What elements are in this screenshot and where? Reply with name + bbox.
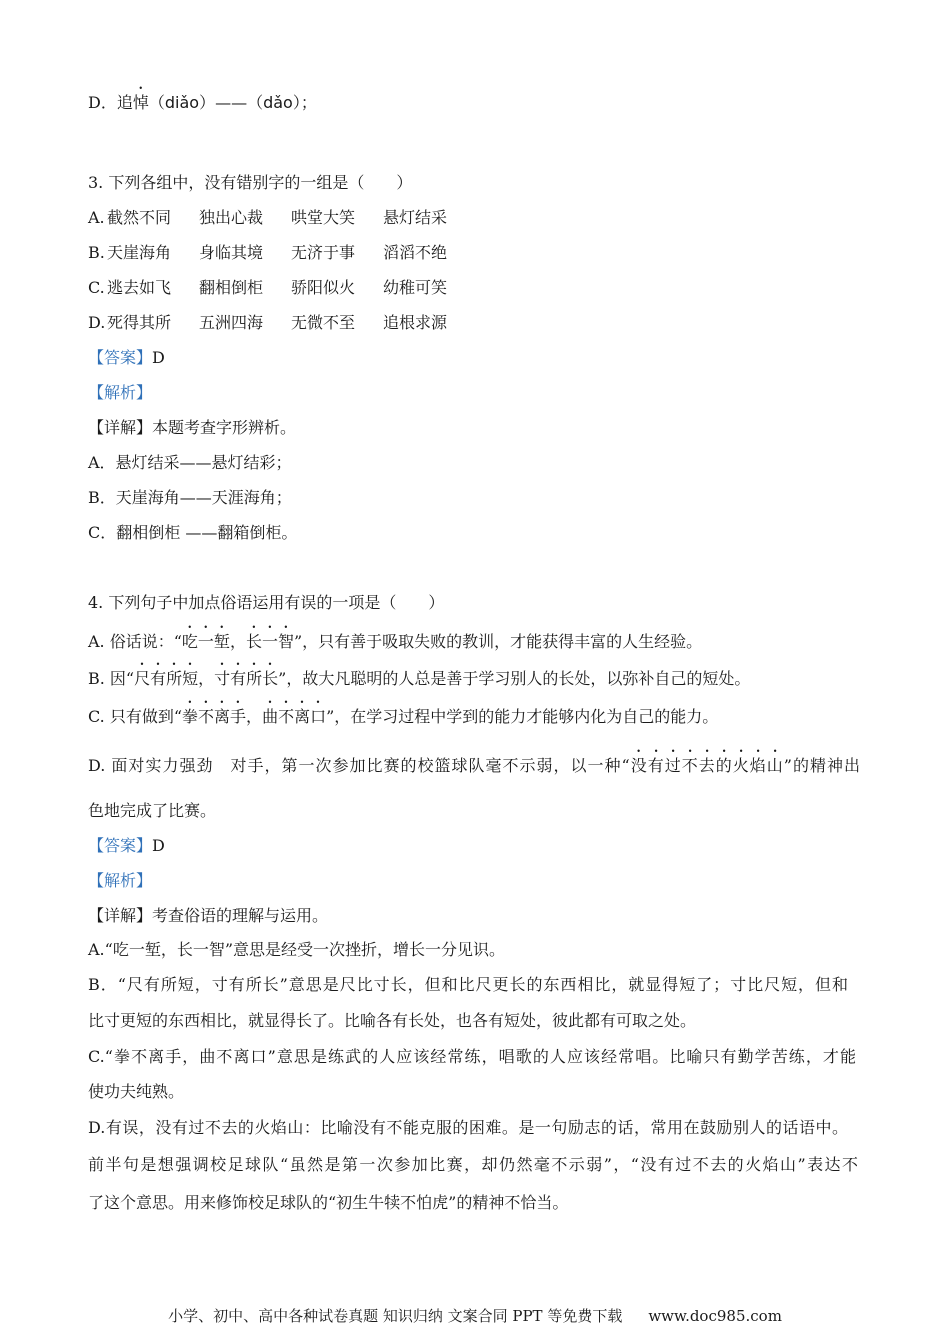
option-item: 骄阳似火 (291, 278, 356, 297)
option-item: 滔滔不绝 (383, 243, 448, 262)
q3-option-d (88, 312, 475, 334)
q4-answer (88, 835, 165, 857)
option-text: A. 俗话说：“ (88, 632, 182, 651)
emphasis-dotted-text: 吃一堑 (181, 632, 230, 651)
q4-explanation-line: 比寸更短的东西相比，就显得长了。比喻各有长处，也各有短处，彼此都有可取之处。 (88, 1011, 697, 1030)
option-item: 翻相倒柜 (199, 278, 264, 297)
option-label: A. (88, 208, 105, 227)
option-text: D．追 (88, 93, 133, 112)
q4-option-b (88, 660, 750, 690)
pinyin-wrong: diǎo (164, 93, 200, 112)
emphasis-dotted-text: 没有过不去的火焰山 (629, 756, 784, 775)
answer-value: D (152, 836, 165, 855)
q4-explanation-line: 前半句是想强调校足球队“虽然是第一次参加比赛，却仍然毫不示弱”，“没有过不去的火焰山”表达不 (88, 1155, 858, 1174)
option-text: （ (148, 93, 165, 112)
option-item: 天崖海角 (107, 243, 172, 262)
q3-stem: 3. 下列各组中，没有错别字的一组是（ ） (88, 173, 413, 192)
q4-explanation-line: B．“尺有所短，寸有所长”意思是尺比寸长，但和比尺更长的东西相比，就显得短了；寸比尺短，但和 (88, 975, 848, 994)
q3-explanation-line: A．悬灯结采——悬灯结彩； (88, 453, 292, 472)
option-text: ， (198, 669, 215, 688)
option-text: ”，在学习过程中学到的能力才能够内化为自己的能力。 (326, 707, 719, 726)
detail-tag: 【详解】 (88, 418, 153, 437)
q3-option-c (88, 277, 475, 299)
q3-option-b (88, 242, 475, 264)
option-item: 追根求源 (383, 313, 448, 332)
q4-explanation-line: 使功夫纯熟。 (88, 1082, 185, 1101)
option-label: C. (88, 278, 105, 297)
pinyin-correct: dǎo (263, 93, 293, 112)
q4-detail (88, 905, 328, 927)
option-item: 五洲四海 (199, 313, 264, 332)
emphasis-dotted-text: 拳不离手 (182, 707, 247, 726)
emphasis-dotted-text: 长一智 (245, 632, 294, 651)
option-text: ）； (292, 93, 317, 112)
q3-analysis-tag: 【解析】 (88, 383, 153, 402)
option-text: ”，故大凡聪明的人总是善于学习别人的长处，以弥补自己的短处。 (278, 669, 751, 688)
q3-answer (88, 347, 165, 369)
q4-explanation-line: C.“拳不离手，曲不离口”意思是练武的人应该经常练，唱歌的人应该经常唱。比喻只有勤学苦练，才能 (88, 1047, 856, 1066)
option-text: D. 面对实力强劲 对手，第一次参加比赛的校篮球队毫不示弱，以一种“ (88, 756, 630, 775)
q4-analysis-tag: 【解析】 (88, 871, 153, 890)
q4-option-a (88, 623, 702, 653)
detail-text: 本题考查字形辨析。 (152, 418, 297, 437)
option-item: 无微不至 (291, 313, 356, 332)
option-text: C. 只有做到“ (88, 707, 183, 726)
q4-option-d-continuation: 色地完成了比赛。 (88, 801, 217, 820)
q4-explanation-line: A.“吃一堑，长一智”意思是经受一次挫折，增长一分见识。 (88, 940, 506, 959)
q4-option-d (88, 747, 860, 777)
q4-explanation-line: 了这个意思。用来修饰校足球队的“初生牛犊不怕虎”的精神不恰当。 (88, 1193, 569, 1212)
prev-question-option-d (88, 84, 317, 114)
option-item: 无济于事 (291, 243, 356, 262)
detail-tag: 【详解】 (88, 906, 153, 925)
footer-text: 小学、初中、高中各种试卷真题 知识归纳 文案合同 PPT 等免费下载 (168, 1307, 623, 1325)
footer-url: www.doc985.com (648, 1307, 782, 1325)
option-item: 死得其所 (107, 313, 172, 332)
option-item: 独出心裁 (199, 208, 264, 227)
q3-option-a (88, 207, 475, 229)
option-item: 哄堂大笑 (291, 208, 356, 227)
detail-text: 考查俗语的理解与运用。 (152, 906, 329, 925)
q4-option-c (88, 698, 718, 728)
option-text: ”，只有善于吸取失败的教训，才能获得丰富的人生经验。 (293, 632, 703, 651)
option-text: ”的精神出 (783, 756, 860, 775)
option-text: ）——（ (199, 93, 264, 112)
option-label: B. (88, 243, 105, 262)
option-item: 幼稚可笑 (383, 278, 448, 297)
q3-explanation-line: B．天崖海角——天涯海角； (88, 488, 292, 507)
emphasis-dotted-text: 尺有所短 (134, 669, 199, 688)
option-item: 逃去如飞 (107, 278, 172, 297)
answer-tag: 【答案】 (88, 836, 153, 855)
answer-value: D (152, 348, 165, 367)
emphasis-dotted-text: 悼 (132, 93, 149, 112)
q4-stem: 4. 下列句子中加点俗语运用有误的一项是（ ） (88, 593, 445, 612)
emphasis-dotted-text: 曲不离口 (262, 707, 327, 726)
answer-tag: 【答案】 (88, 348, 153, 367)
option-text: ， (229, 632, 246, 651)
option-text: ， (246, 707, 263, 726)
option-text: B. 因“ (88, 669, 135, 688)
q4-explanation-line: D.有误，没有过不去的火焰山：比喻没有不能克服的困难。是一句励志的话，常用在鼓励别人的话语中。 (88, 1118, 848, 1137)
option-item: 悬灯结采 (383, 208, 448, 227)
option-item: 截然不同 (107, 208, 172, 227)
page-footer (0, 1305, 950, 1327)
q3-detail (88, 417, 296, 439)
option-item: 身临其境 (199, 243, 264, 262)
emphasis-dotted-text: 寸有所长 (214, 669, 279, 688)
option-label: D. (88, 313, 106, 332)
q3-explanation-line: C．翻相倒柜 ——翻箱倒柜。 (88, 523, 298, 542)
